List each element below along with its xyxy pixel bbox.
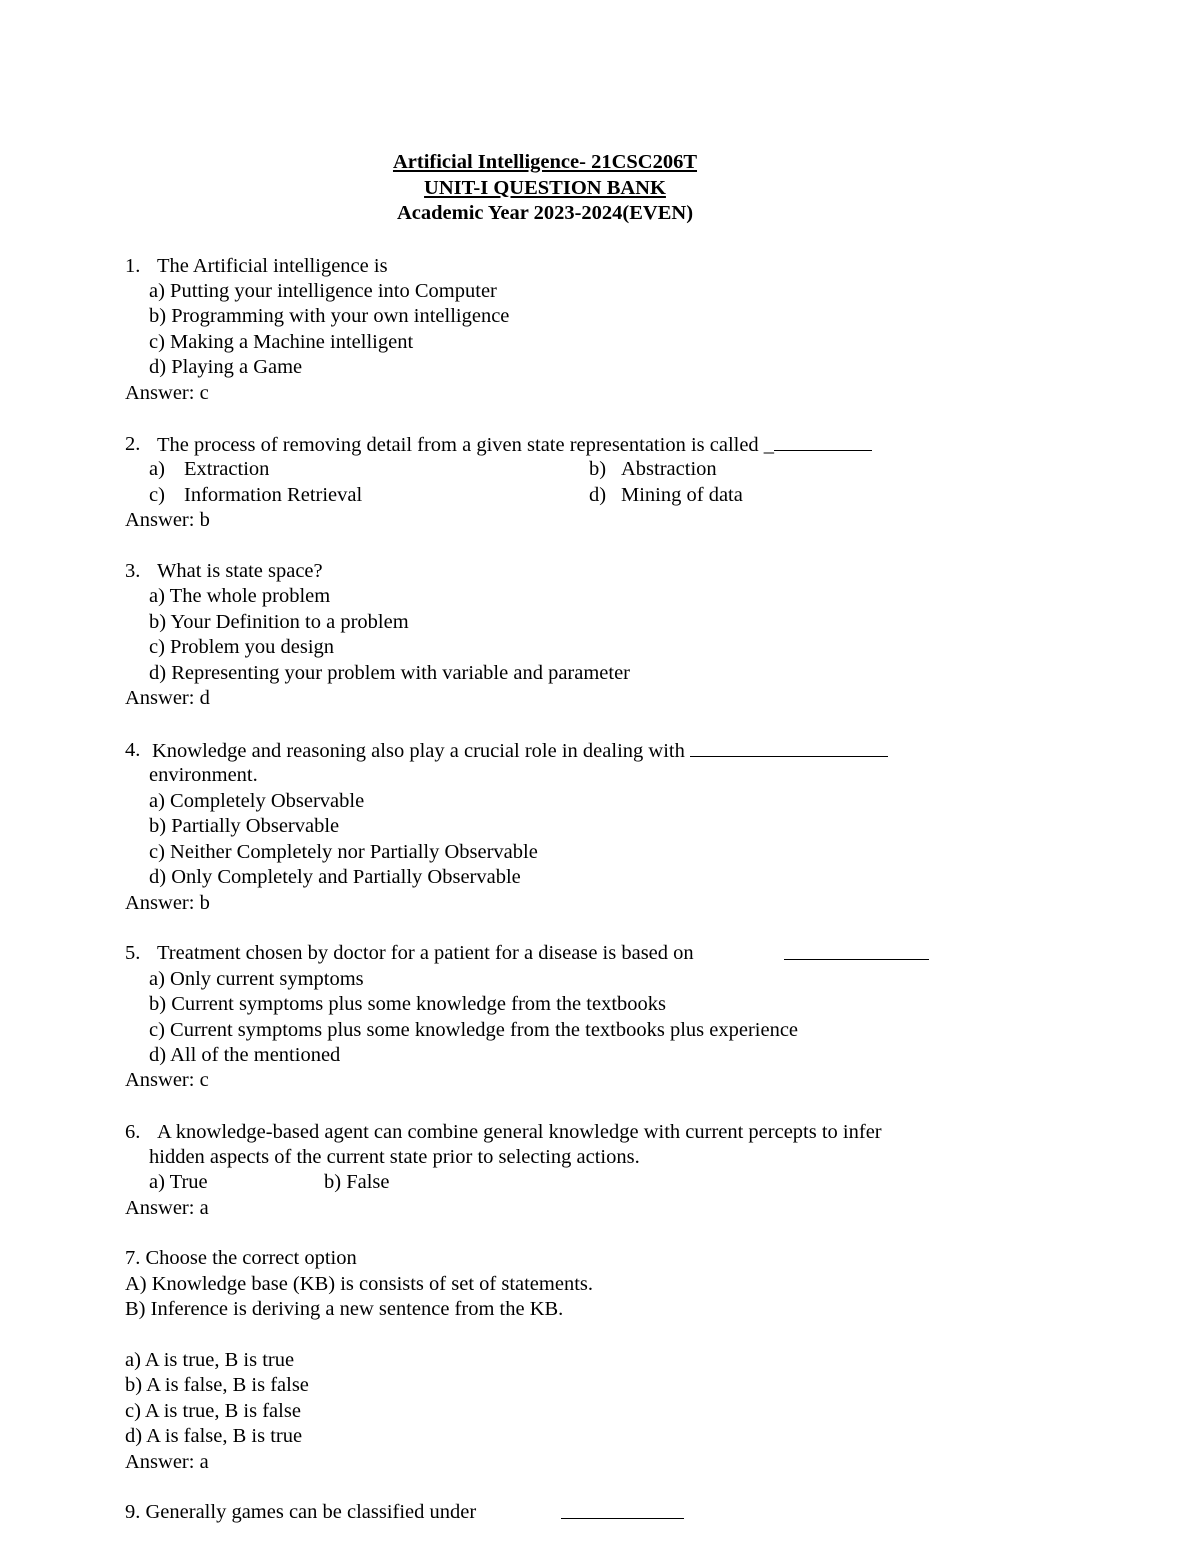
q1-option-d: d) Playing a Game [149, 356, 303, 378]
q2-text [157, 432, 872, 458]
q6-text-line2: hidden aspects of the current state prior to selecting actions. [149, 1146, 640, 1168]
q4-text [152, 738, 888, 764]
q3-option-a: a) The whole problem [149, 585, 331, 607]
q1-option-b: b) Programming with your own intelligence [149, 305, 510, 327]
q3-option-c: c) Problem you design [149, 636, 335, 658]
q1-number: 1. [125, 255, 141, 277]
q7-option-a: a) A is true, B is true [125, 1349, 295, 1371]
q6-option-b: b) False [324, 1171, 390, 1193]
unit-title: UNIT-I QUESTION BANK [424, 176, 666, 199]
q4-text-line2: environment. [149, 764, 258, 786]
q2-option-c-label: c) [149, 484, 165, 506]
q1-text: The Artificial intelligence is [157, 255, 388, 277]
q2-option-a-label: a) [149, 458, 165, 480]
q2-text-content: The process of removing detail from a given state representation is called _ [157, 434, 775, 456]
q4-answer: Answer: b [125, 892, 210, 914]
q5-option-d: d) All of the mentioned [149, 1044, 341, 1066]
q3-answer: Answer: d [125, 687, 210, 709]
q7-statement-b: B) Inference is deriving a new sentence from the KB. [125, 1298, 564, 1320]
q5-text: Treatment chosen by doctor for a patient for a disease is based on [157, 942, 694, 964]
q6-answer: Answer: a [125, 1197, 209, 1219]
q9-text: 9. Generally games can be classified under [125, 1501, 477, 1523]
q9-blank-wrap [561, 1500, 684, 1526]
q4-option-d: d) Only Completely and Partially Observable [149, 866, 521, 888]
q3-text: What is state space? [157, 560, 323, 582]
q1-option-c: c) Making a Machine intelligent [149, 331, 414, 353]
q2-number: 2. [125, 433, 141, 455]
q2-option-a: Extraction [184, 458, 270, 480]
q6-option-a: a) True [149, 1171, 208, 1193]
q1-option-a: a) Putting your intelligence into Computer [149, 280, 497, 302]
q7-option-b: b) A is false, B is false [125, 1374, 309, 1396]
q2-option-c: Information Retrieval [184, 484, 363, 506]
q5-number: 5. [125, 942, 141, 964]
q6-number: 6. [125, 1121, 141, 1143]
q4-option-c: c) Neither Completely nor Partially Observable [149, 841, 538, 863]
q2-option-d: Mining of data [621, 484, 743, 506]
document-header [0, 150, 1090, 227]
q5-blank-wrap [784, 941, 929, 967]
q1-answer: Answer: c [125, 382, 209, 404]
q5-option-a: a) Only current symptoms [149, 968, 364, 990]
q2-option-b: Abstraction [621, 458, 717, 480]
q4-number: 4. [125, 739, 141, 761]
q3-option-b: b) Your Definition to a problem [149, 611, 409, 633]
q5-option-c: c) Current symptoms plus some knowledge from the textbooks plus experience [149, 1019, 799, 1041]
q7-answer: Answer: a [125, 1451, 209, 1473]
q4-text-content: Knowledge and reasoning also play a crucial role in dealing with [152, 740, 685, 762]
q7-option-d: d) A is false, B is true [125, 1425, 303, 1447]
q9-blank [561, 1500, 684, 1519]
academic-year: Academic Year 2023-2024(EVEN) [396, 202, 694, 224]
q7-option-c: c) A is true, B is false [125, 1400, 301, 1422]
q2-answer: Answer: b [125, 509, 210, 531]
q4-blank [690, 738, 888, 757]
q3-number: 3. [125, 560, 141, 582]
q2-blank [774, 432, 872, 451]
q6-text: A knowledge-based agent can combine general knowledge with current percepts to infer [157, 1121, 882, 1143]
q2-option-b-label: b) [589, 458, 607, 480]
course-title: Artificial Intelligence- 21CSC206T [392, 151, 698, 173]
q5-answer: Answer: c [125, 1069, 209, 1091]
q7-text: 7. Choose the correct option [125, 1247, 357, 1269]
q5-option-b: b) Current symptoms plus some knowledge from the textbooks [149, 993, 666, 1015]
q3-option-d: d) Representing your problem with variable and parameter [149, 662, 631, 684]
q7-statement-a: A) Knowledge base (KB) is consists of set of statements. [125, 1273, 593, 1295]
q4-option-a: a) Completely Observable [149, 790, 365, 812]
q4-option-b: b) Partially Observable [149, 815, 340, 837]
q2-option-d-label: d) [589, 484, 607, 506]
q5-blank [784, 941, 929, 960]
